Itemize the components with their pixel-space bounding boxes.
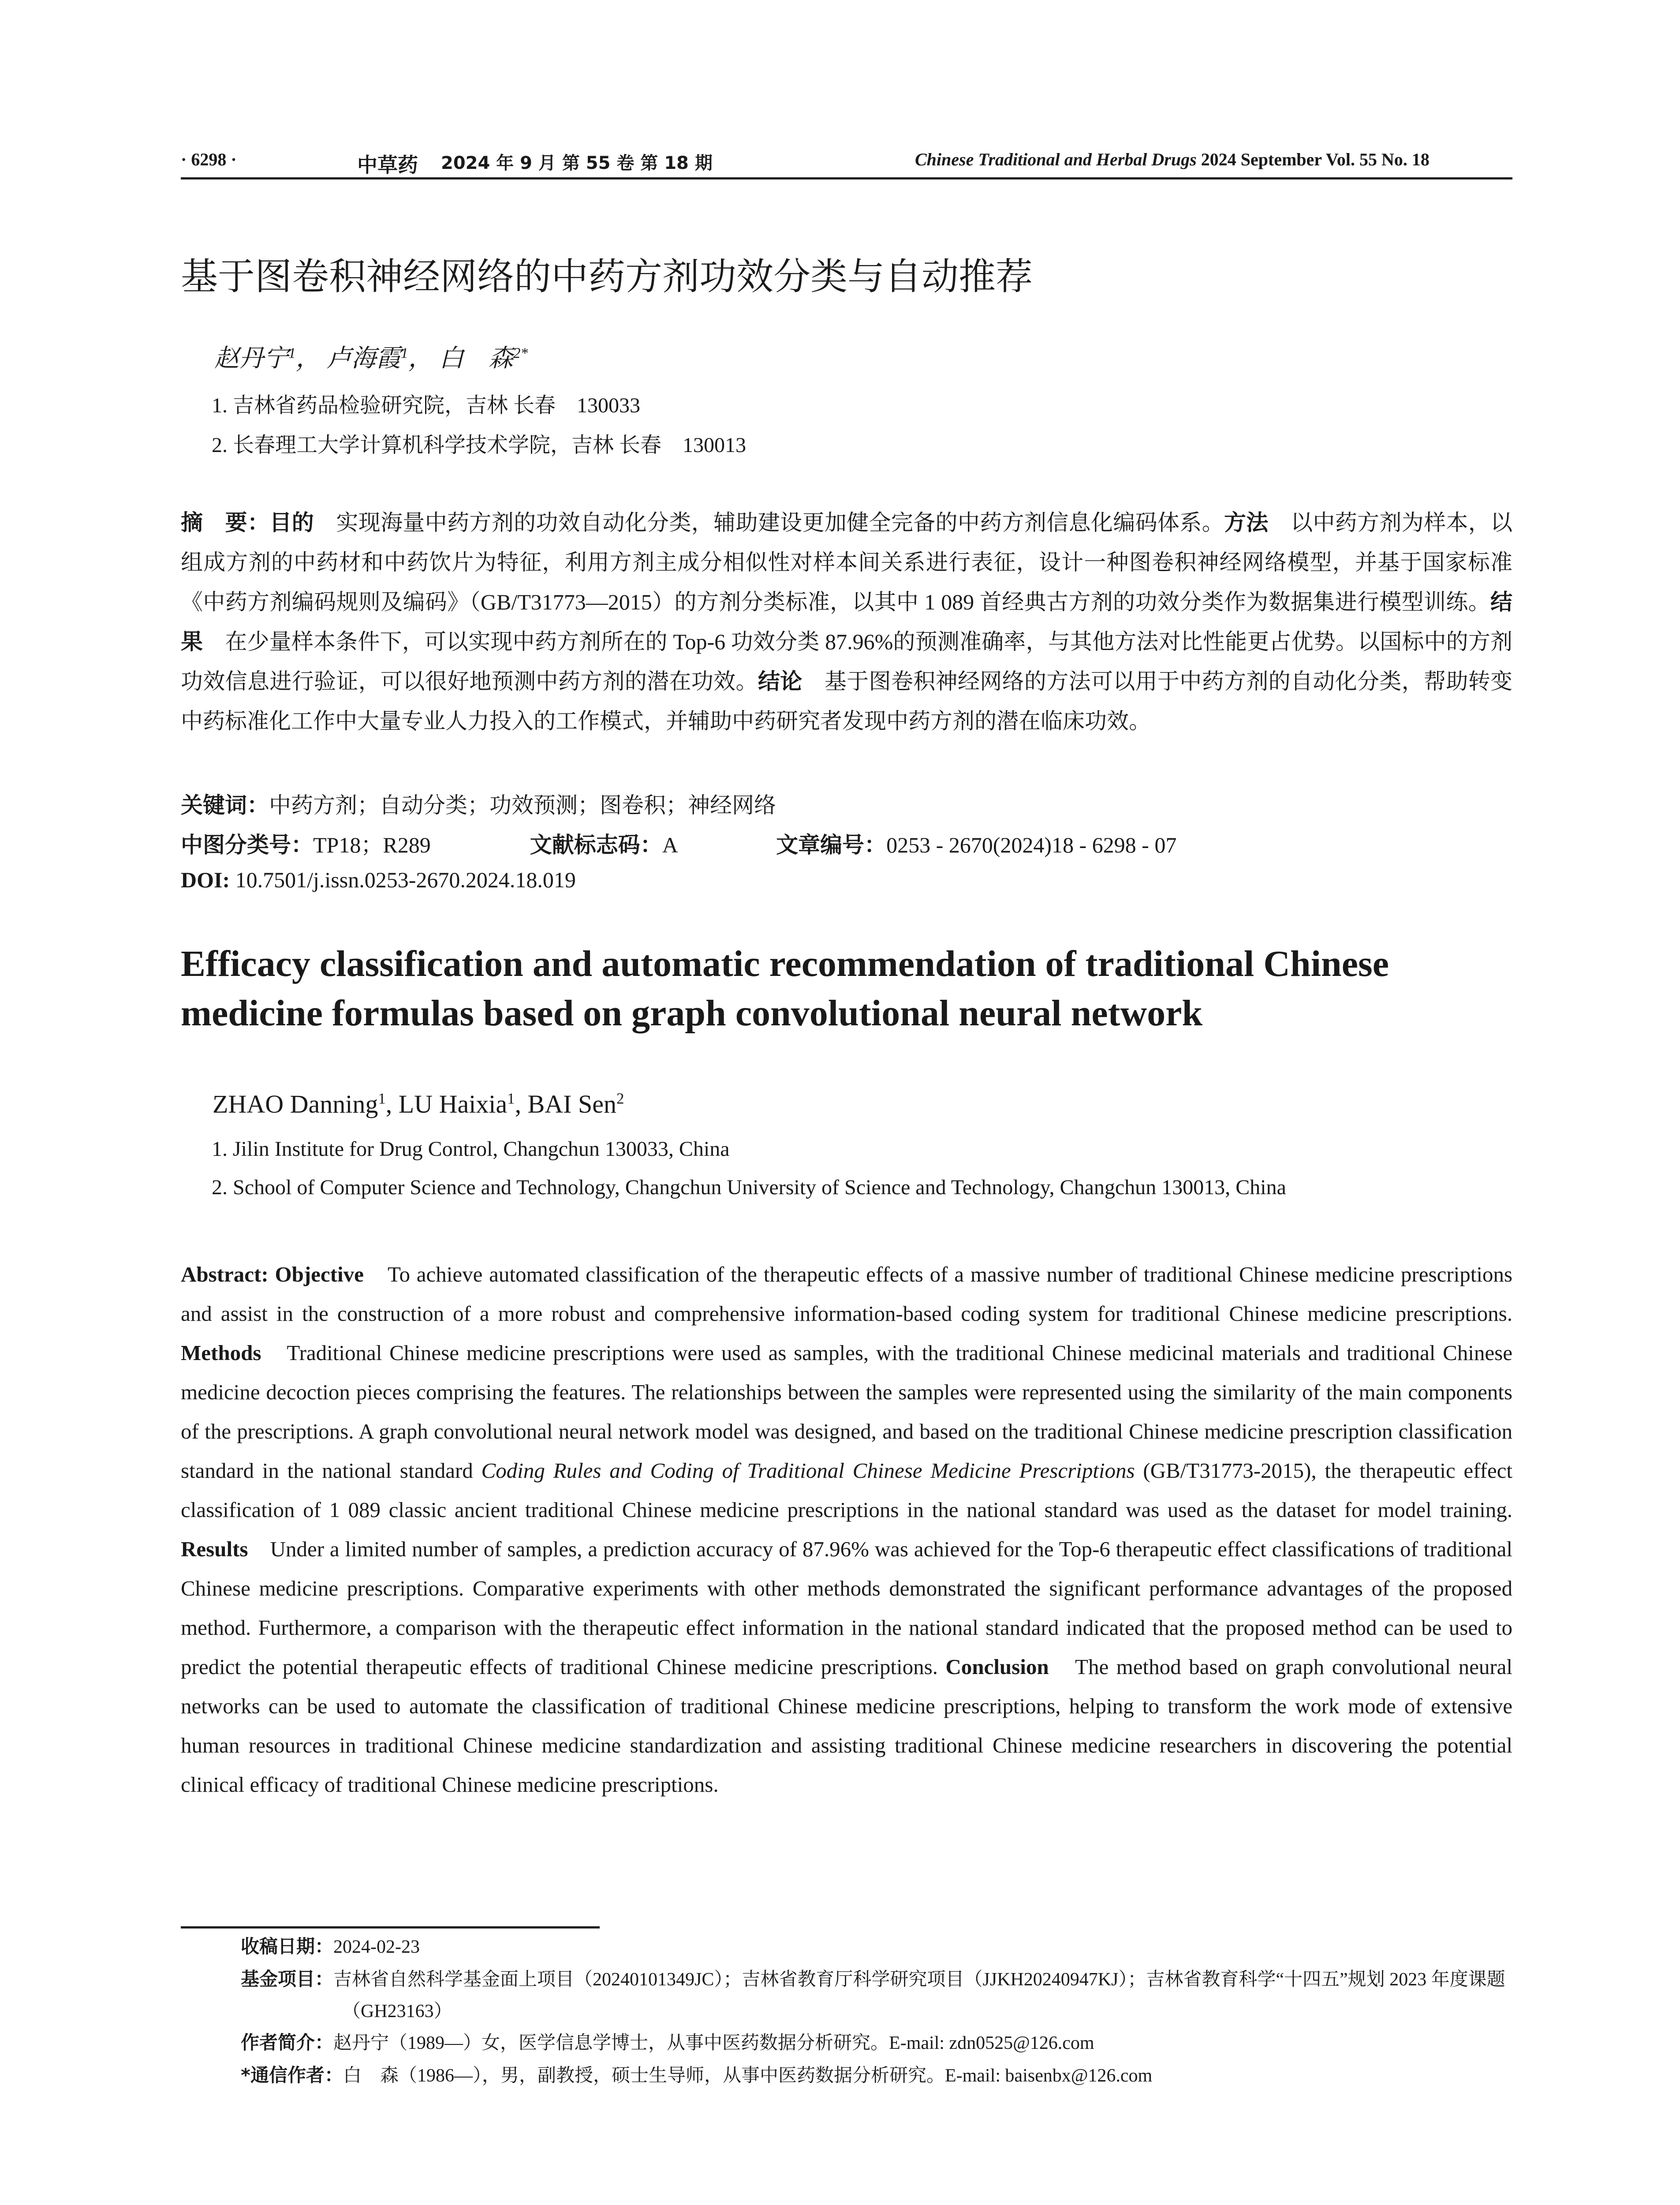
section-label: 结果 bbox=[181, 589, 1512, 654]
author-affil-marker: 1 bbox=[288, 345, 296, 362]
running-header bbox=[181, 146, 1512, 179]
doi-label: DOI: bbox=[181, 867, 230, 892]
section-label: 目的 bbox=[269, 510, 314, 535]
footnote-received bbox=[241, 1931, 1512, 1963]
affiliation-en: 2. School of Computer Science and Technology, Changchun University of Science and Technology, Changchun 130013, China bbox=[212, 1176, 1286, 1199]
journal-name-en: Chinese Traditional and Herbal Drugs bbox=[915, 149, 1197, 169]
section-label: Conclusion bbox=[945, 1655, 1049, 1679]
footnote-text: 白 森（1986—），男，副教授，硕士生导师，从事中医药数据分析研究。E-mail: baisenbx@126.com bbox=[343, 2066, 1153, 2086]
doc-code: A bbox=[662, 833, 677, 857]
section-label: 结论 bbox=[758, 669, 803, 694]
abstract-text: 在少量样本条件下，可以实现中药方剂所在的 Top-6 功效分类 87.96%的预测准确率，与其他方法对比性能更占优势。以国标中的方剂功效信息进行验证，可以很好地预测中药方剂的潜在功效。 bbox=[181, 629, 1512, 694]
page-number: · 6298 · bbox=[181, 149, 237, 169]
journal-brand: 中草药 bbox=[357, 153, 418, 177]
author-name: 卢海霞 bbox=[326, 345, 401, 372]
abstract-cn bbox=[181, 503, 1512, 741]
footnote-text: 2024-02-23 bbox=[333, 1937, 420, 1957]
abstract-text: The method based on graph convolutional neural networks can be used to automate the classification of traditional Chinese medicine prescriptions, helping to transform the work mode of extensive human resources in traditional Chinese medicine standardization and assisting traditional Chinese medicine researchers in discovering the potential clinical efficacy of traditional Chinese medicine prescriptions. bbox=[181, 1655, 1512, 1797]
doi-link[interactable]: 10.7501/j.issn.0253-2670.2024.18.019 bbox=[230, 867, 576, 892]
abstract-text: Traditional Chinese medicine prescriptions were used as samples, with the traditional Chinese medicinal materials and traditional Chinese medicine decoction pieces comprising the features. The relationships between the samples were represented using the similarity of the main components of the prescriptions. A graph convolutional neural network model was designed, and based on the traditional Chinese medicine prescription classification standard in the national standard bbox=[181, 1341, 1512, 1483]
title-en: Efficacy classification and automatic recommendation of traditional Chinese medicine formulas based on graph convolutional neural network bbox=[181, 943, 1389, 1034]
clc-code: TP18；R289 bbox=[313, 833, 431, 857]
footnote-bio bbox=[241, 2027, 1512, 2059]
author-name: , LU Haixia bbox=[385, 1090, 508, 1118]
keywords: 中药方剂；自动分类；功效预测；图卷积；神经网络 bbox=[269, 793, 776, 818]
section-label: Objective bbox=[268, 1262, 364, 1286]
affiliation-en: 1. Jilin Institute for Drug Control, Changchun 130033, China bbox=[212, 1137, 730, 1161]
abstract-text: 以中药方剂为样本，以组成方剂的中药材和中药饮片为特征，利用方剂主成分相似性对样本间关系进行表征，设计一种图卷积神经网络模型，并基于国家标准《中药方剂编码规则及编码》（GB/T31773—2015）的方剂分类标准，以其中 1 089 首经典古方剂的功效分类作为数据集进行模型训练。 bbox=[181, 510, 1513, 614]
author-affil-marker: 2* bbox=[513, 345, 528, 362]
abstract-text: 基于图卷积神经网络的方法可以用于中药方剂的自动化分类，帮助转变中药标准化工作中大量专业人力投入的工作模式，并辅助中药研究者发现中药方剂的潜在临床功效。 bbox=[181, 669, 1513, 733]
author-affil-marker: 1 bbox=[378, 1090, 386, 1107]
keywords-line bbox=[181, 788, 776, 819]
article-no: 0253 - 2670(2024)18 - 6298 - 07 bbox=[886, 833, 1177, 857]
abstract-text: (GB/T31773-2015), the therapeutic effect classification of 1 089 classic ancient traditional Chinese medicine prescriptions in the national standard was used as the dataset for model training. bbox=[181, 1458, 1512, 1522]
article-no-label: 文章编号： bbox=[776, 832, 887, 858]
footnote-label: 基金项目： bbox=[241, 1968, 334, 1990]
abstract-en bbox=[181, 1255, 1512, 1804]
footnote-corresponding bbox=[241, 2059, 1512, 2092]
abstract-text: 实现海量中药方剂的功效自动化分类，辅助建设更加健全完备的中药方剂信息化编码体系。 bbox=[314, 510, 1224, 535]
standard-title: Coding Rules and Coding of Traditional Chinese Medicine Prescriptions bbox=[481, 1458, 1135, 1483]
author-affil-marker: 1 bbox=[400, 345, 408, 362]
footnote-text: 赵丹宁（1989—）女，医学信息学博士，从事中医药数据分析研究。E-mail: zdn0525@126.com bbox=[333, 2033, 1094, 2053]
authors-en bbox=[213, 1089, 624, 1119]
doc-code-label: 文献标志码： bbox=[530, 832, 662, 858]
title-cn: 基于图卷积神经网络的中药方剂功效分类与自动推荐 bbox=[181, 255, 1033, 298]
footnote-text: 吉林省自然科学基金面上项目（20240101349JC）；吉林省教育厅科学研究项目（JJKH20240947KJ）；吉林省教育科学“十四五”规划 2023 年度课题（GH23163） bbox=[333, 1970, 1505, 2022]
abstract-label: 摘 要： bbox=[181, 510, 270, 535]
author-affil-marker: 2 bbox=[616, 1090, 624, 1107]
section-label: Results bbox=[181, 1537, 248, 1561]
abstract-label: Abstract: bbox=[181, 1262, 269, 1286]
footnote-fund bbox=[241, 1963, 1512, 2027]
affiliation-cn: 2. 长春理工大学计算机科学技术学院，吉林 长春 130013 bbox=[212, 434, 747, 457]
classification-line bbox=[181, 827, 1176, 859]
authors-cn: 赵丹宁$^1$， 卢海霞$^1$， 白 森$^{2*}$ bbox=[214, 345, 528, 372]
author-name: , BAI Sen bbox=[515, 1090, 616, 1118]
author-affil-marker: 1 bbox=[507, 1090, 515, 1107]
section-label: Methods bbox=[181, 1341, 261, 1365]
footnote-label: *通信作者： bbox=[241, 2064, 343, 2086]
section-label: 方法 bbox=[1224, 510, 1269, 535]
abstract-text: Under a limited number of samples, a prediction accuracy of 87.96% was achieved for the Top-6 therapeutic effect classifications of traditional Chinese medicine prescriptions. Comparative experiments with other methods demonstrated the significant performance advantages of the proposed method. Furthermore, a comparison with the therapeutic effect information in the national standard indicated that the proposed method can be used to predict the potential therapeutic effects of traditional Chinese medicine prescriptions. bbox=[181, 1537, 1512, 1679]
author-name: 赵丹宁 bbox=[214, 345, 288, 372]
author-name: ZHAO Danning bbox=[213, 1090, 378, 1118]
footnote-label: 收稿日期： bbox=[241, 1936, 334, 1957]
keywords-label: 关键词： bbox=[181, 792, 269, 818]
doi-line bbox=[181, 867, 576, 893]
issue-info-en bbox=[915, 149, 1430, 170]
issue-en: 2024 September Vol. 55 No. 18 bbox=[1196, 149, 1430, 169]
footnote-label: 作者简介： bbox=[241, 2032, 334, 2053]
abstract-text: To achieve automated classification of the therapeutic effects of a massive number of traditional Chinese medicine prescriptions and assist in the construction of a more robust and comprehensive information-based coding system for traditional Chinese medicine prescriptions. bbox=[181, 1262, 1512, 1326]
issue-info-cn: 2024 年 9 月 第 55 卷 第 18 期 bbox=[441, 153, 713, 173]
affiliation-cn: 1. 吉林省药品检验研究院，吉林 长春 130033 bbox=[212, 394, 641, 417]
author-name: 白 森 bbox=[439, 345, 513, 372]
footnote-divider bbox=[181, 1926, 600, 1928]
clc-label: 中图分类号： bbox=[181, 832, 313, 858]
